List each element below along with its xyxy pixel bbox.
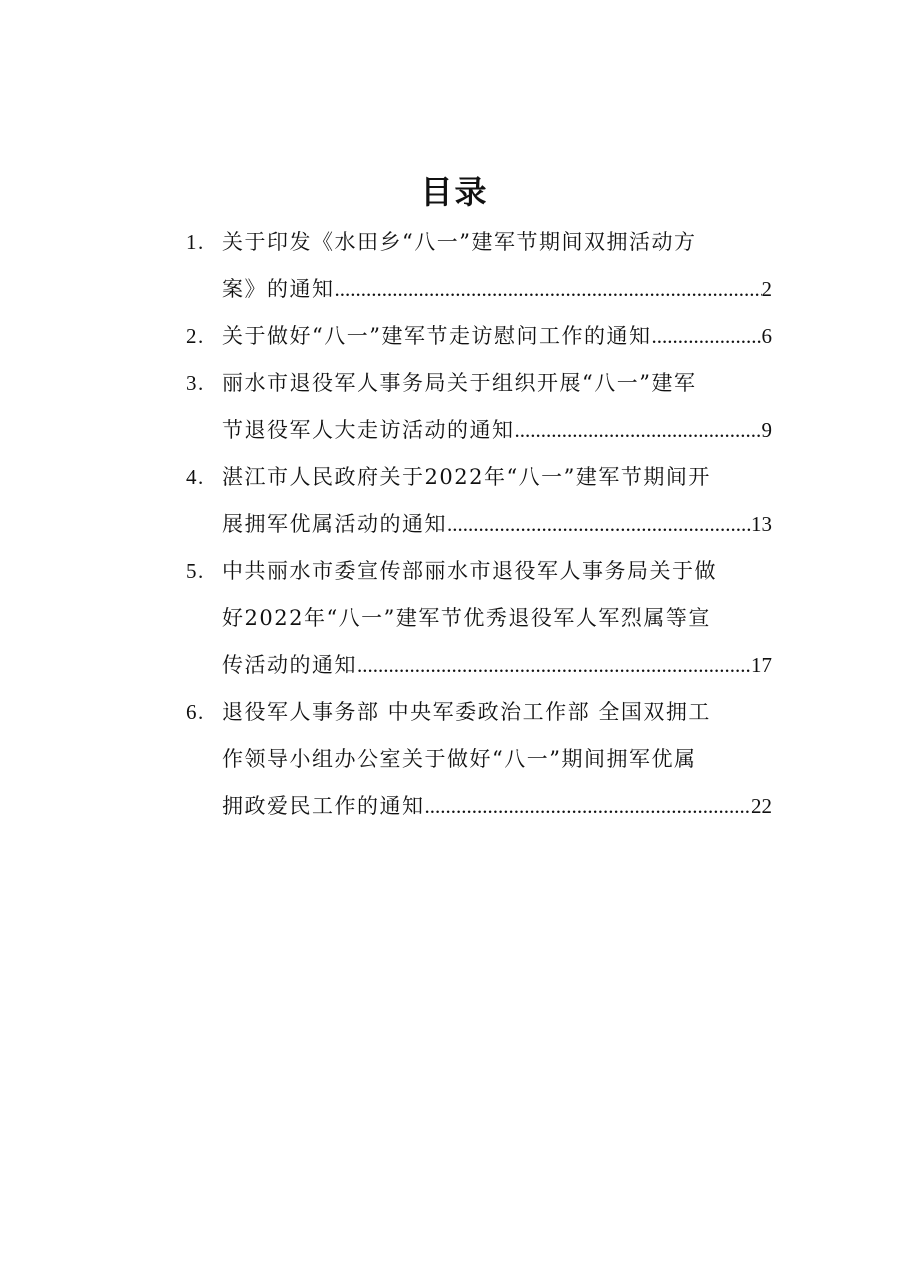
toc-entry-text-line: 拥政爱民工作的通知 (222, 794, 425, 818)
toc-entry-last-line (222, 501, 772, 548)
toc-entry[interactable] (186, 454, 772, 548)
toc-entry-last-line (222, 642, 772, 689)
toc-dot-leader (425, 783, 752, 830)
toc-entry-text-line: 湛江市人民政府关于2022年“八一”建军节期间开 (222, 465, 711, 489)
toc-entry-text-line: 展拥军优属活动的通知 (222, 512, 447, 536)
toc-entry-text-line: 关于做好“八一”建军节走访慰问工作的通知 (222, 324, 652, 348)
toc-title: 目录 (420, 173, 489, 211)
toc-entry-number: 3. (186, 371, 205, 395)
toc-entry-text-line: 案》的通知 (222, 277, 335, 301)
toc-entry-last-line (222, 266, 772, 313)
toc-page-number: 2 (761, 277, 772, 301)
toc-list (186, 219, 772, 830)
toc-entry[interactable] (186, 360, 772, 454)
toc-entry-number: 5. (186, 559, 205, 583)
toc-entry-text-line: 作领导小组办公室关于做好“八一”期间拥军优属 (222, 747, 697, 771)
toc-page-number: 17 (751, 653, 772, 677)
toc-entry-number: 6. (186, 700, 205, 724)
toc-entry[interactable] (186, 219, 772, 313)
toc-dot-leader (335, 266, 762, 313)
toc-entry[interactable] (186, 548, 772, 689)
toc-entry-text-line: 退役军人事务部 中央军委政治工作部 全国双拥工 (222, 700, 711, 724)
toc-entry-text-line: 节退役军人大走访活动的通知 (222, 418, 515, 442)
toc-entry-text-line: 传活动的通知 (222, 653, 357, 677)
toc-page-number: 22 (751, 794, 772, 818)
toc-dot-leader (651, 313, 761, 360)
toc-page-number: 6 (761, 324, 772, 348)
toc-entry-number: 4. (186, 465, 205, 489)
toc-dot-leader (357, 642, 751, 689)
toc-entry-text-line: 丽水市退役军人事务局关于组织开展“八一”建军 (222, 371, 697, 395)
toc-entry-text-line: 关于印发《水田乡“八一”建军节期间双拥活动方 (222, 230, 697, 254)
toc-dot-leader (515, 407, 762, 454)
toc-entry-last-line (222, 407, 772, 454)
toc-entry[interactable] (186, 689, 772, 830)
toc-entry-text-line: 好2022年“八一”建军节优秀退役军人军烈属等宣 (222, 606, 711, 630)
toc-entry-number: 1. (186, 230, 205, 254)
toc-entry-last-line (222, 783, 772, 830)
toc-entry-number: 2. (186, 324, 205, 348)
toc-page-number: 13 (751, 512, 772, 536)
toc-entry[interactable] (186, 313, 772, 360)
toc-page-number: 9 (761, 418, 772, 442)
toc-entry-text-line: 中共丽水市委宣传部丽水市退役军人事务局关于做 (222, 559, 717, 583)
toc-dot-leader (447, 501, 751, 548)
toc-entry-last-line (222, 313, 772, 360)
